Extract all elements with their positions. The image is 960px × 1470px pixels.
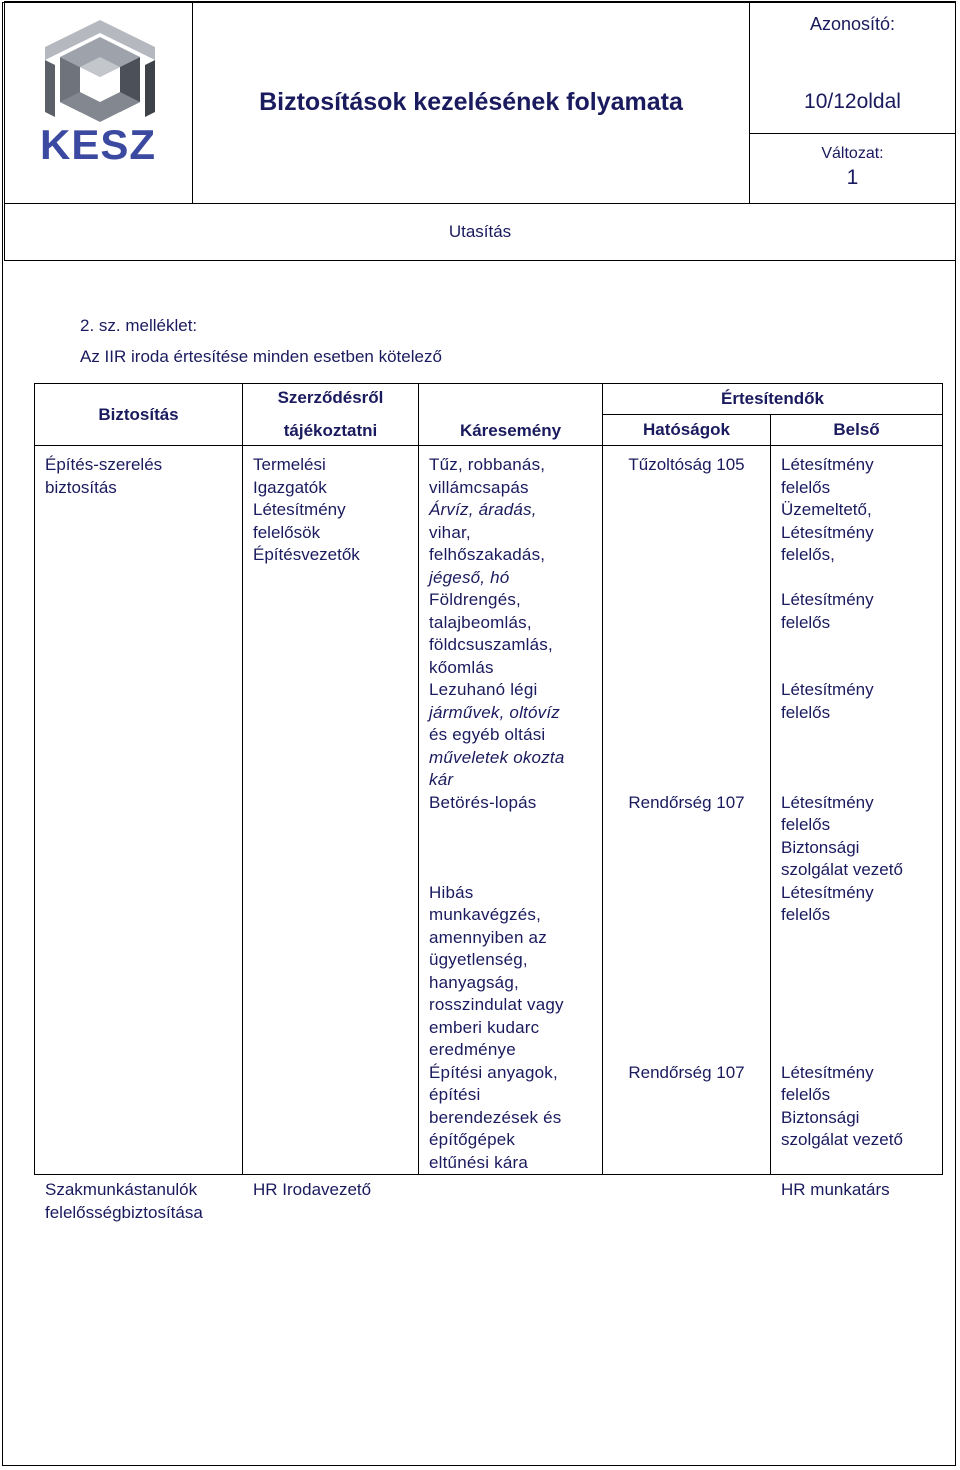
internal-line: felelős	[781, 815, 831, 834]
event-line: talajbeomlás,	[429, 612, 532, 632]
event-line: berendezések és	[429, 1107, 562, 1127]
header-damage-event: Káresemény	[419, 384, 603, 446]
authority-spacer	[603, 477, 770, 792]
internal-line: szolgálat vezető	[781, 860, 903, 879]
inform-cell-2	[253, 1179, 371, 1202]
appendix-note: Az IIR iroda értesítése minden esetben kötelező	[80, 347, 442, 366]
insurance-line: felelősségbiztosítása	[45, 1202, 203, 1222]
internal-cell	[771, 446, 943, 1199]
internal-line: HR munkatárs	[781, 1180, 890, 1199]
event-line: amennyiben az	[429, 927, 547, 947]
authority-text: Tűzoltóság 105	[628, 455, 745, 474]
insurance-line: Szakmunkástanulók	[45, 1180, 198, 1199]
event-line: jégeső, hó	[429, 567, 510, 587]
inform-line: Építésvezetők	[253, 545, 360, 564]
document-meta	[750, 2, 956, 204]
authority-line	[603, 454, 770, 477]
internal-line: Létesítmény	[781, 522, 874, 542]
document-type: Utasítás	[5, 204, 956, 261]
header-inform	[243, 384, 419, 446]
version-label: Változat:	[821, 145, 884, 162]
document-title: Biztosítások kezelésének folyamata	[193, 2, 750, 204]
event-line: Építési anyagok,	[429, 1062, 558, 1082]
event-line: kár	[429, 770, 454, 789]
insurance-line: Építés-szerelés	[45, 455, 163, 474]
event-line: rosszindulat vagy	[429, 995, 564, 1014]
logo-text: KESZ	[39, 121, 157, 168]
event-line: kőomlás	[429, 657, 494, 677]
internal-cell-2	[781, 1179, 890, 1202]
kesz-logo	[5, 2, 192, 198]
event-line: emberi kudarc	[429, 1017, 540, 1037]
event-line: Földrengés,	[429, 590, 521, 609]
version-value: 1	[846, 166, 859, 189]
inform-cell	[243, 446, 419, 1199]
internal-spacer	[781, 724, 942, 792]
event-line: eredménye	[429, 1040, 516, 1059]
header-inform-line1: Szerződésről	[277, 388, 384, 407]
event-cell	[419, 446, 603, 1175]
header-inform-line2: tájékoztatni	[283, 421, 378, 440]
meta-divider	[750, 133, 955, 134]
authority-cell	[603, 446, 771, 1175]
internal-line: Létesítmény	[781, 882, 874, 902]
event-line: Tűz, robbanás,	[429, 455, 546, 474]
internal-spacer	[781, 567, 942, 590]
event-line: vihar,	[429, 522, 471, 542]
table-row	[35, 446, 943, 1175]
insurance-line: biztosítás	[45, 477, 117, 497]
logo-cell	[5, 2, 193, 204]
event-line: eltűnési kára	[429, 1152, 528, 1172]
header-authorities: Hatóságok	[603, 415, 771, 446]
event-line: ügyetlenség,	[429, 950, 528, 969]
internal-line: felelős	[781, 702, 831, 722]
internal-line: Létesítmény	[781, 590, 874, 609]
internal-line: felelős	[781, 612, 831, 632]
event-line: műveletek okozta	[429, 747, 565, 767]
id-label: Azonosító:	[809, 14, 896, 34]
notification-table	[34, 383, 943, 1222]
internal-line: felelős,	[781, 545, 835, 564]
event-line: Lezuhanó légi	[429, 680, 538, 699]
internal-line: Biztonsági	[781, 837, 860, 857]
internal-line: Biztonsági	[781, 1107, 860, 1127]
document-header	[4, 1, 956, 261]
internal-spacer	[781, 927, 942, 1062]
authority-line: Rendőrség 107	[628, 792, 745, 812]
internal-line: felelős	[781, 477, 831, 497]
insurance-cell-2	[45, 1179, 203, 1224]
event-line: hanyagság,	[429, 972, 519, 992]
internal-line: Létesítmény	[781, 680, 874, 699]
event-line: villámcsapás	[429, 477, 529, 497]
event-line: felhőszakadás,	[429, 545, 546, 564]
page-number: 10/12oldal	[804, 90, 901, 113]
inform-line: Termelési	[253, 455, 326, 474]
header-insurance: Biztosítás	[35, 384, 243, 446]
internal-spacer	[781, 634, 942, 679]
internal-line: felelős	[781, 1085, 831, 1104]
header-notify: Értesítendők	[603, 384, 943, 415]
inform-line: felelősök	[253, 522, 321, 542]
event-line: építési	[429, 1085, 481, 1104]
internal-line: szolgálat vezető	[781, 1130, 903, 1149]
event-line: Betörés-lopás	[429, 792, 537, 812]
internal-line: Létesítmény	[781, 1062, 874, 1082]
header-internal: Belső	[771, 415, 943, 446]
internal-line: Létesítmény	[781, 792, 874, 812]
event-line: építőgépek	[429, 1130, 516, 1149]
insurance-cell	[35, 446, 243, 1222]
event-line: Hibás	[429, 882, 474, 902]
inform-line: Létesítmény	[253, 500, 346, 519]
internal-line: Üzemeltető,	[781, 500, 872, 519]
event-line: járművek, oltóvíz	[429, 702, 560, 722]
inform-line: Igazgatók	[253, 477, 327, 497]
authority-spacer	[603, 814, 770, 1062]
event-line: és egyéb oltási	[429, 725, 546, 744]
event-line: földcsuszamlás,	[429, 635, 553, 654]
event-line: munkavégzés,	[429, 905, 542, 924]
authority-line: Rendőrség 107	[628, 1062, 745, 1082]
appendix-label: 2. sz. melléklet:	[80, 316, 198, 335]
internal-line: Létesítmény	[781, 455, 874, 474]
event-spacer	[429, 814, 602, 882]
internal-line: felelős	[781, 905, 831, 924]
event-line: Árvíz, áradás,	[429, 500, 537, 519]
inform-line: HR Irodavezető	[253, 1180, 372, 1199]
